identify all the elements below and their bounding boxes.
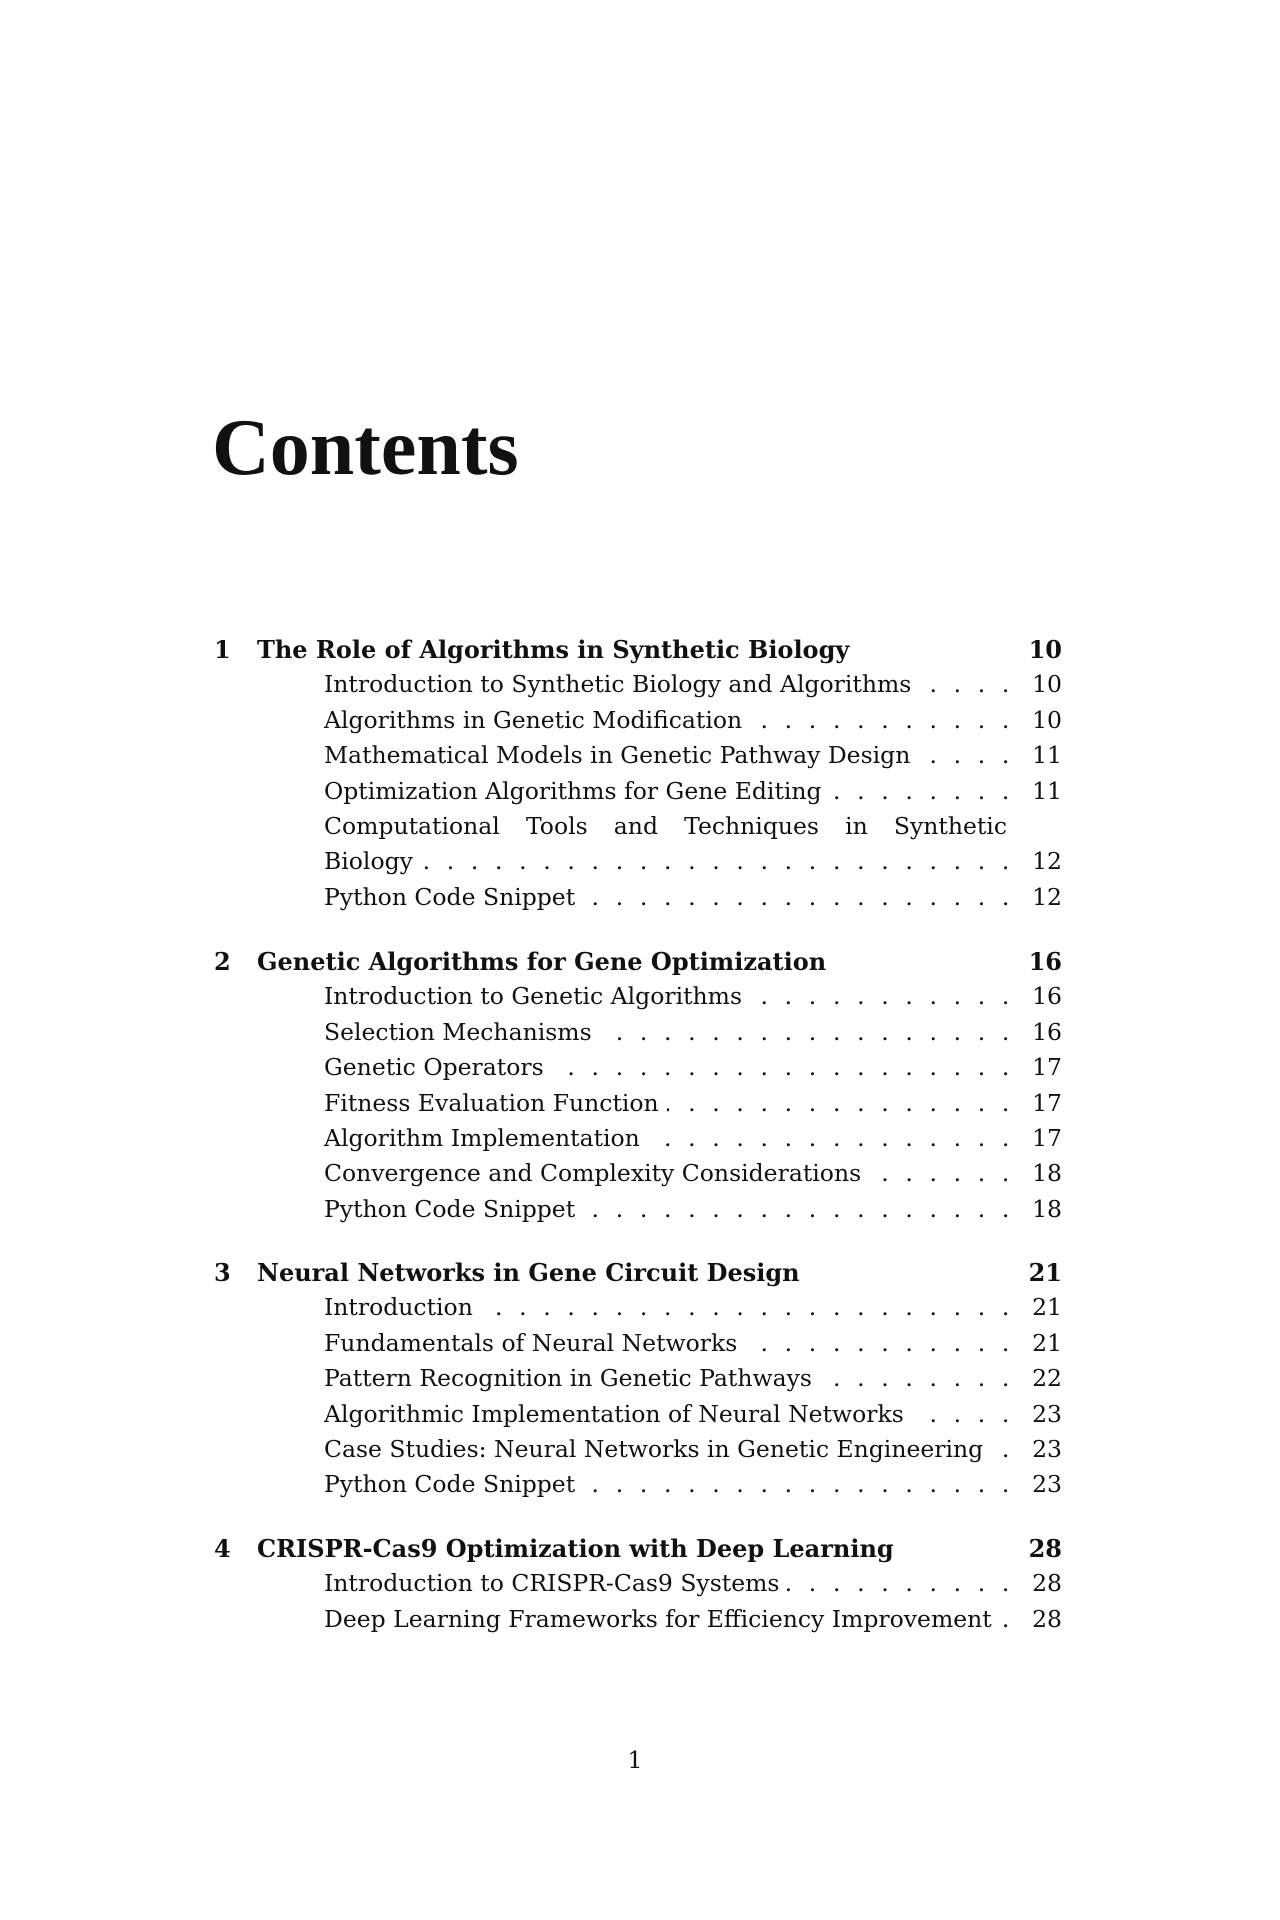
toc-entry[interactable] (324, 1566, 1062, 1601)
chapter-title: Genetic Algorithms for Gene Optimization (257, 947, 827, 976)
entry-page: 21 (1032, 1326, 1062, 1361)
entry-title: Pattern Recognition in Genetic Pathways (324, 1364, 820, 1392)
toc-entry[interactable] (324, 1326, 1062, 1361)
toc-entry[interactable] (324, 1015, 1062, 1050)
entry-title: Introduction to Genetic Algorithms (324, 982, 750, 1010)
entry-title: Introduction to CRISPR-Cas9 Systems (324, 1569, 787, 1597)
entry-title: Algorithms in Genetic Modification (324, 706, 750, 734)
entry-page: 23 (1032, 1467, 1062, 1502)
toc-entry[interactable] (324, 1086, 1062, 1121)
toc-entry[interactable] (324, 703, 1062, 738)
entry-page: 10 (1032, 703, 1062, 738)
toc-entry[interactable] (324, 1467, 1062, 1502)
chapter-heading[interactable] (214, 1531, 1062, 1566)
entry-title: Introduction (324, 1293, 481, 1321)
entry-page: 28 (1032, 1566, 1062, 1601)
entry-title: Introduction to Synthetic Biology and Algorithms (324, 670, 919, 698)
chapter-number: 1 (214, 635, 231, 664)
entry-title: Optimization Algorithms for Gene Editing (324, 777, 830, 805)
entry-page: 17 (1032, 1050, 1062, 1085)
entry-page: 23 (1032, 1397, 1062, 1432)
entry-page: 11 (1032, 738, 1062, 773)
entry-page: 22 (1032, 1361, 1062, 1396)
entry-page: 12 (1032, 844, 1062, 879)
entry-page: 16 (1032, 979, 1062, 1014)
entry-title: Selection Mechanisms (324, 1018, 600, 1046)
chapter-heading[interactable] (214, 632, 1062, 667)
entry-page: 23 (1032, 1432, 1062, 1467)
entry-title: Python Code Snippet (324, 1470, 583, 1498)
toc-entry[interactable] (324, 1192, 1062, 1227)
entry-title: Python Code Snippet (324, 883, 583, 911)
chapter-title: The Role of Algorithms in Synthetic Biology (257, 635, 850, 664)
entry-page: 11 (1032, 774, 1062, 809)
entry-title: Algorithmic Implementation of Neural Networks (324, 1400, 912, 1428)
entry-title: Computational Tools and Techniques in Synthetic Biology (324, 812, 1007, 876)
entry-page: 18 (1032, 1192, 1062, 1227)
toc-entry[interactable] (324, 880, 1062, 915)
entry-title: Algorithm Implementation (324, 1124, 648, 1152)
toc-entry[interactable] (324, 1050, 1062, 1085)
toc-entry[interactable] (324, 1290, 1062, 1325)
toc-entry[interactable] (324, 1361, 1062, 1396)
toc-chapter (214, 632, 1062, 915)
entry-title: Case Studies: Neural Networks in Genetic Engineering (324, 1435, 991, 1463)
entry-title: Genetic Operators (324, 1053, 552, 1081)
toc-entry[interactable] (324, 979, 1062, 1014)
chapter-page: 10 (1028, 635, 1062, 664)
page-title: Contents (212, 404, 519, 492)
toc-entry[interactable] (324, 809, 1062, 880)
toc-entry[interactable] (324, 1602, 1062, 1637)
entry-title: Fundamentals of Neural Networks (324, 1329, 745, 1357)
toc-entry[interactable] (324, 738, 1062, 773)
toc-chapter (214, 1255, 1062, 1503)
toc-entry[interactable] (324, 1432, 1062, 1467)
toc-chapter (214, 1531, 1062, 1637)
entry-page: 10 (1032, 667, 1062, 702)
entry-title: Mathematical Models in Genetic Pathway Design (324, 741, 918, 769)
toc-entry[interactable] (324, 774, 1062, 809)
chapter-page: 16 (1028, 947, 1062, 976)
entry-title: Python Code Snippet (324, 1195, 583, 1223)
page-number: 1 (627, 1746, 643, 1774)
entry-page: 17 (1032, 1121, 1062, 1156)
entry-page: 28 (1032, 1602, 1062, 1637)
chapter-number: 3 (214, 1258, 231, 1287)
entry-page: 16 (1032, 1015, 1062, 1050)
chapter-title: Neural Networks in Gene Circuit Design (257, 1258, 800, 1287)
entry-title: Convergence and Complexity Considerations (324, 1159, 869, 1187)
chapter-heading[interactable] (214, 944, 1062, 979)
toc-entry[interactable] (324, 1397, 1062, 1432)
entry-page: 21 (1032, 1290, 1062, 1325)
chapter-title: CRISPR-Cas9 Optimization with Deep Learning (257, 1534, 894, 1563)
toc-entry[interactable] (324, 1121, 1062, 1156)
entry-page: 18 (1032, 1156, 1062, 1191)
toc-entry[interactable] (324, 667, 1062, 702)
entry-title: Fitness Evaluation Function (324, 1089, 667, 1117)
entry-title: Deep Learning Frameworks for Efficiency Improvement (324, 1605, 1000, 1633)
chapter-number: 2 (214, 947, 231, 976)
chapter-page: 28 (1028, 1534, 1062, 1563)
toc-entry[interactable] (324, 1156, 1062, 1191)
chapter-heading[interactable] (214, 1255, 1062, 1290)
chapter-number: 4 (214, 1534, 231, 1563)
toc-chapter (214, 944, 1062, 1227)
entry-page: 17 (1032, 1086, 1062, 1121)
entry-page: 12 (1032, 880, 1062, 915)
chapter-page: 21 (1028, 1258, 1062, 1287)
